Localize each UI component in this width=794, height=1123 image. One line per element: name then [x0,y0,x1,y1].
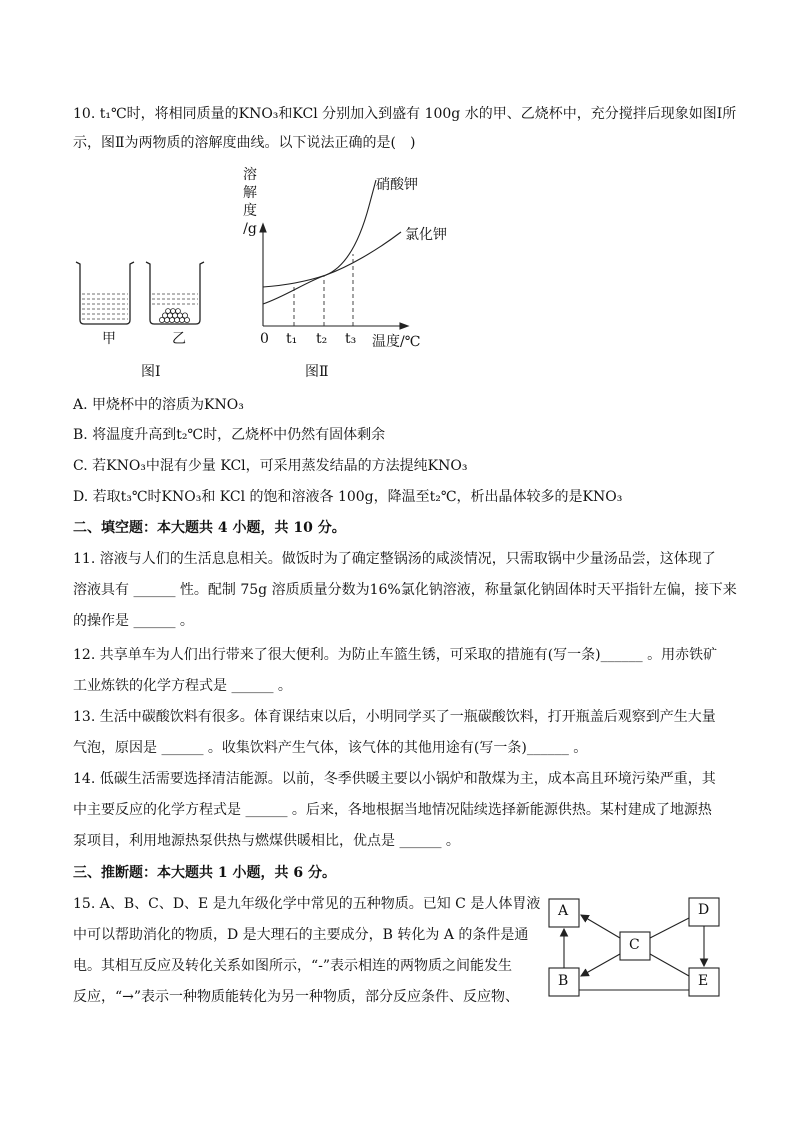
q12-line-2: 工业炼铁的化学方程式是 ______ 。 [73,678,292,694]
beaker-yi [146,262,204,324]
tick-t1: t₁ [286,331,298,347]
link-c-e [650,954,689,976]
q15-line-3: 电。其相互反应及转化关系如图所示，“-”表示相连的两物质之间能发生 [73,958,513,974]
q10-option-d: D. 若取t₃℃时KNO₃和 KCl 的饱和溶液各 100g，降温至t₂℃，析出晶体较多的是KNO₃ [73,489,623,505]
y-axis-label: 溶 解 度 /g [243,167,257,237]
tick-t2: t₂ [316,331,328,347]
q10-line-1: 10. t₁℃时，将相同质量的KNO₃和KCl 分别加入到盛有 100g 水的甲、乙烧杯中，充分搅拌后现象如图Ⅰ所 [73,106,737,122]
q13-line-1: 13. 生活中碳酸饮料有很多。体育课结束以后，小明同学买了一瓶碳酸饮料，打开瓶盖后观察到产生大量 [73,709,716,725]
q10-option-b: B. 将温度升高到t₂℃时，乙烧杯中仍然有固体剩余 [73,427,386,443]
q14-line-1: 14. 低碳生活需要选择清洁能源。以前，冬季供暖主要以小锅炉和散煤为主，成本高且环境污染严重，其 [73,771,716,787]
arrow-c-to-b [581,954,620,976]
beaker-yi-label: 乙 [172,331,186,347]
curve-kcl-label: 氯化钾 [405,227,447,243]
origin-label: 0 [260,331,269,347]
x-axis-label: 温度/℃ [372,334,421,350]
q15-line-1: 15. A、B、C、D、E 是九年级化学中常见的五种物质。已知 C 是人体胃液 [73,896,541,912]
node-c-label: C [629,937,640,953]
q15-line-4: 反应，“→”表示一种物质能转化为另一种物质，部分反应条件、反应物、 [73,989,520,1005]
node-e-label: E [698,973,709,989]
link-c-d [650,918,689,938]
figure-2-solubility-chart [236,166,436,356]
y-axis-arrow [260,224,266,232]
q14-line-3: 泵项目，利用地源热泵供热与燃煤供暖相比，优点是 ______ 。 [73,833,460,849]
solid-residue [159,309,189,323]
section-2-heading: 二、填空题：本大题共 4 小题，共 10 分。 [73,520,346,536]
q11-line-1: 11. 溶液与人们的生活息息相关。做饭时为了确定整锅汤的咸淡情况，只需取锅中少量汤品尝，这体现了 [73,551,716,567]
beaker-jia [76,262,134,324]
q11-line-3: 的操作是 ______ 。 [73,613,194,629]
node-a-label: A [558,903,569,919]
q10-option-c: C. 若KNO₃中混有少量 KCl，可采用蒸发结晶的方法提纯KNO₃ [73,458,468,474]
curve-kcl [263,232,401,287]
q15-line-2: 中可以帮助消化的物质，D 是大理石的主要成分，B 转化为 A 的条件是通 [73,927,529,943]
figure-2-caption: 图Ⅱ [305,364,329,380]
figure-1-beakers [70,258,210,378]
curve-kno3-label: 硝酸钾 [376,177,418,193]
node-b-label: B [558,973,569,989]
q11-line-2: 溶液具有 ______ 性。配制 75g 溶质质量分数为16%氯化钠溶液，称量氯化钠固体时天平指针左偏，接下来 [73,582,737,598]
section-3-heading: 三、推断题：本大题共 1 小题，共 6 分。 [73,865,336,881]
x-axis-arrow [400,323,408,329]
beaker-jia-label: 甲 [102,331,116,347]
q12-line-1: 12. 共享单车为人们出行带来了很大便利。为防止车篮生锈，可采取的措施有(写一条)______ 。用赤铁矿 [73,647,718,663]
q10-option-a: A. 甲烧杯中的溶质为KNO₃ [73,397,244,413]
q10-line-2: 示，图Ⅱ为两物质的溶解度曲线。以下说法正确的是( ) [73,135,416,151]
tick-t3: t₃ [345,331,357,347]
q14-line-2: 中主要反应的化学方程式是 ______ 。后来，各地根据当地情况陆续选择新能源供热。某村建成了地源热 [73,802,712,818]
node-d-label: D [698,902,710,918]
arrow-c-to-a [581,915,620,938]
figure-1-caption: 图Ⅰ [141,364,161,380]
q13-line-2: 气泡，原因是 ______ 。收集饮料产生气体，该气体的其他用途有(写一条)______ 。 [73,740,588,756]
